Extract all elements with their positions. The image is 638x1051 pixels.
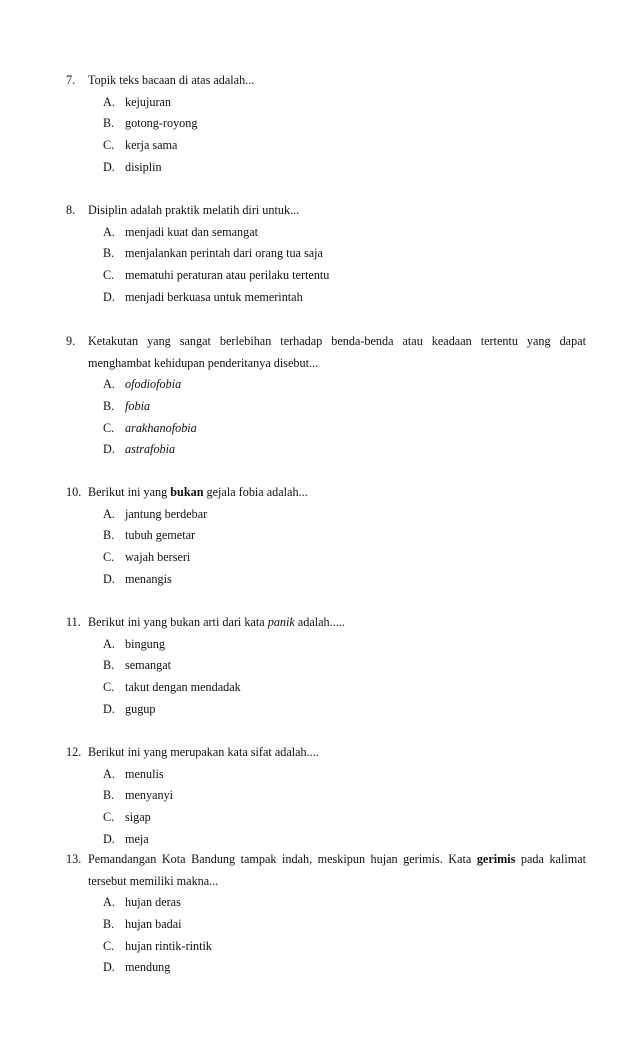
options-list (103, 764, 586, 851)
option-a (103, 504, 586, 526)
option-text: menjadi kuat dan semangat (125, 224, 259, 239)
option-letter: D. (103, 960, 115, 975)
option-letter: C. (103, 550, 115, 565)
option-letter: A. (103, 377, 115, 392)
option-d (103, 829, 586, 851)
option-letter: C. (103, 420, 115, 435)
option-letter: A. (103, 506, 115, 521)
question-stem: Ketakutan yang sangat berlebihan terhadap benda-benda atau keadaan tertentu yang dapat menghambat kehidupan penderitanya disebut... (88, 334, 586, 370)
option-text: ofodiofobia (125, 377, 182, 392)
question-7 (66, 70, 586, 178)
option-c (103, 265, 586, 287)
option-text: kejujuran (125, 94, 172, 109)
option-text: menulis (125, 766, 164, 781)
option-text: takut dengan mendadak (125, 680, 241, 695)
option-text: meja (125, 831, 149, 846)
option-c (103, 936, 586, 958)
option-letter: B. (103, 658, 115, 673)
option-letter: A. (103, 895, 115, 910)
option-text: tubuh gemetar (125, 528, 196, 543)
option-text: gotong-royong (125, 116, 198, 131)
option-text: mendung (125, 960, 171, 975)
option-letter: B. (103, 116, 115, 131)
options-list (103, 892, 586, 979)
option-letter: B. (103, 788, 115, 803)
stem-text: adalah..... (294, 615, 345, 629)
option-b (103, 525, 586, 547)
stem-text: Pemandangan Kota Bandung tampak indah, meskipun hujan gerimis. Kata (88, 852, 477, 866)
stem-text: gejala fobia adalah... (203, 485, 308, 499)
option-text: arakhanofobia (125, 420, 197, 435)
question-number: 10. (66, 485, 82, 499)
option-d (103, 157, 586, 179)
option-text: menangis (125, 571, 172, 586)
option-letter: D. (103, 159, 115, 174)
stem-text: Berikut ini yang (88, 485, 171, 499)
option-b (103, 243, 586, 265)
option-a (103, 764, 586, 786)
option-letter: B. (103, 917, 115, 932)
option-a (103, 92, 586, 114)
question-number: 12. (66, 745, 82, 759)
question-12 (66, 742, 586, 850)
option-letter: D. (103, 442, 115, 457)
option-a (103, 892, 586, 914)
option-b (103, 914, 586, 936)
option-a (103, 374, 586, 396)
stem-text: pada kalimat tersebut memiliki makna... (88, 852, 587, 888)
options-list (103, 504, 586, 591)
option-letter: A. (103, 224, 115, 239)
option-text: mematuhi peraturan atau perilaku tertentu (125, 268, 330, 283)
option-d (103, 287, 586, 309)
option-text: gugup (125, 701, 156, 716)
option-c (103, 135, 586, 157)
option-text: wajah berseri (125, 550, 191, 565)
option-letter: A. (103, 636, 115, 651)
question-stem: Disiplin adalah praktik melatih diri untuk... (88, 203, 300, 217)
options-list (103, 222, 586, 309)
question-10 (66, 482, 586, 590)
question-stem (88, 612, 586, 634)
option-letter: D. (103, 289, 115, 304)
option-a (103, 222, 586, 244)
question-number: 8. (66, 203, 76, 217)
options-list (103, 374, 586, 461)
option-text: hujan deras (125, 895, 181, 910)
stem-emphasis: bukan (170, 485, 204, 499)
option-b (103, 113, 586, 135)
option-c (103, 677, 586, 699)
option-letter: D. (103, 701, 115, 716)
option-text: hujan rintik-rintik (125, 938, 212, 953)
question-stem (88, 482, 586, 504)
option-letter: A. (103, 94, 115, 109)
option-d (103, 569, 586, 591)
question-number: 11. (66, 615, 81, 629)
question-number: 9. (66, 334, 76, 348)
option-b (103, 655, 586, 677)
option-text: sigap (125, 810, 151, 825)
options-list (103, 92, 586, 179)
question-stem (88, 849, 586, 892)
option-text: jantung berdebar (125, 506, 208, 521)
option-b (103, 785, 586, 807)
stem-emphasis: panik (267, 615, 295, 629)
stem-text: Berikut ini yang bukan arti dari kata (88, 615, 268, 629)
option-text: semangat (125, 658, 172, 673)
option-text: bingung (125, 636, 165, 651)
option-text: menjalankan perintah dari orang tua saja (125, 246, 323, 261)
option-letter: B. (103, 246, 115, 261)
option-text: menjadi berkuasa untuk memerintah (125, 289, 303, 304)
option-text: astrafobia (125, 442, 176, 457)
option-d (103, 439, 586, 461)
question-stem: Berikut ini yang merupakan kata sifat adalah.... (88, 745, 319, 759)
question-13 (66, 849, 586, 979)
option-letter: C. (103, 810, 115, 825)
option-text: disiplin (125, 159, 162, 174)
option-letter: C. (103, 938, 115, 953)
question-stem: Topik teks bacaan di atas adalah... (88, 73, 255, 87)
option-letter: B. (103, 528, 115, 543)
question-9 (66, 331, 586, 461)
option-letter: D. (103, 831, 115, 846)
option-letter: B. (103, 399, 115, 414)
option-letter: A. (103, 766, 115, 781)
question-11 (66, 612, 586, 720)
option-letter: C. (103, 138, 115, 153)
question-number: 13. (66, 852, 82, 866)
option-letter: C. (103, 680, 115, 695)
option-text: hujan badai (125, 917, 182, 932)
options-list (103, 634, 586, 721)
option-text: menyanyi (125, 788, 174, 803)
option-a (103, 634, 586, 656)
option-letter: C. (103, 268, 115, 283)
question-number: 7. (66, 73, 76, 87)
option-d (103, 699, 586, 721)
option-text: fobia (125, 399, 151, 414)
option-text: kerja sama (125, 138, 178, 153)
option-letter: D. (103, 571, 115, 586)
option-b (103, 396, 586, 418)
option-c (103, 547, 586, 569)
option-d (103, 957, 586, 979)
stem-emphasis: gerimis (476, 852, 516, 866)
option-c (103, 418, 586, 440)
option-c (103, 807, 586, 829)
question-8 (66, 200, 586, 308)
